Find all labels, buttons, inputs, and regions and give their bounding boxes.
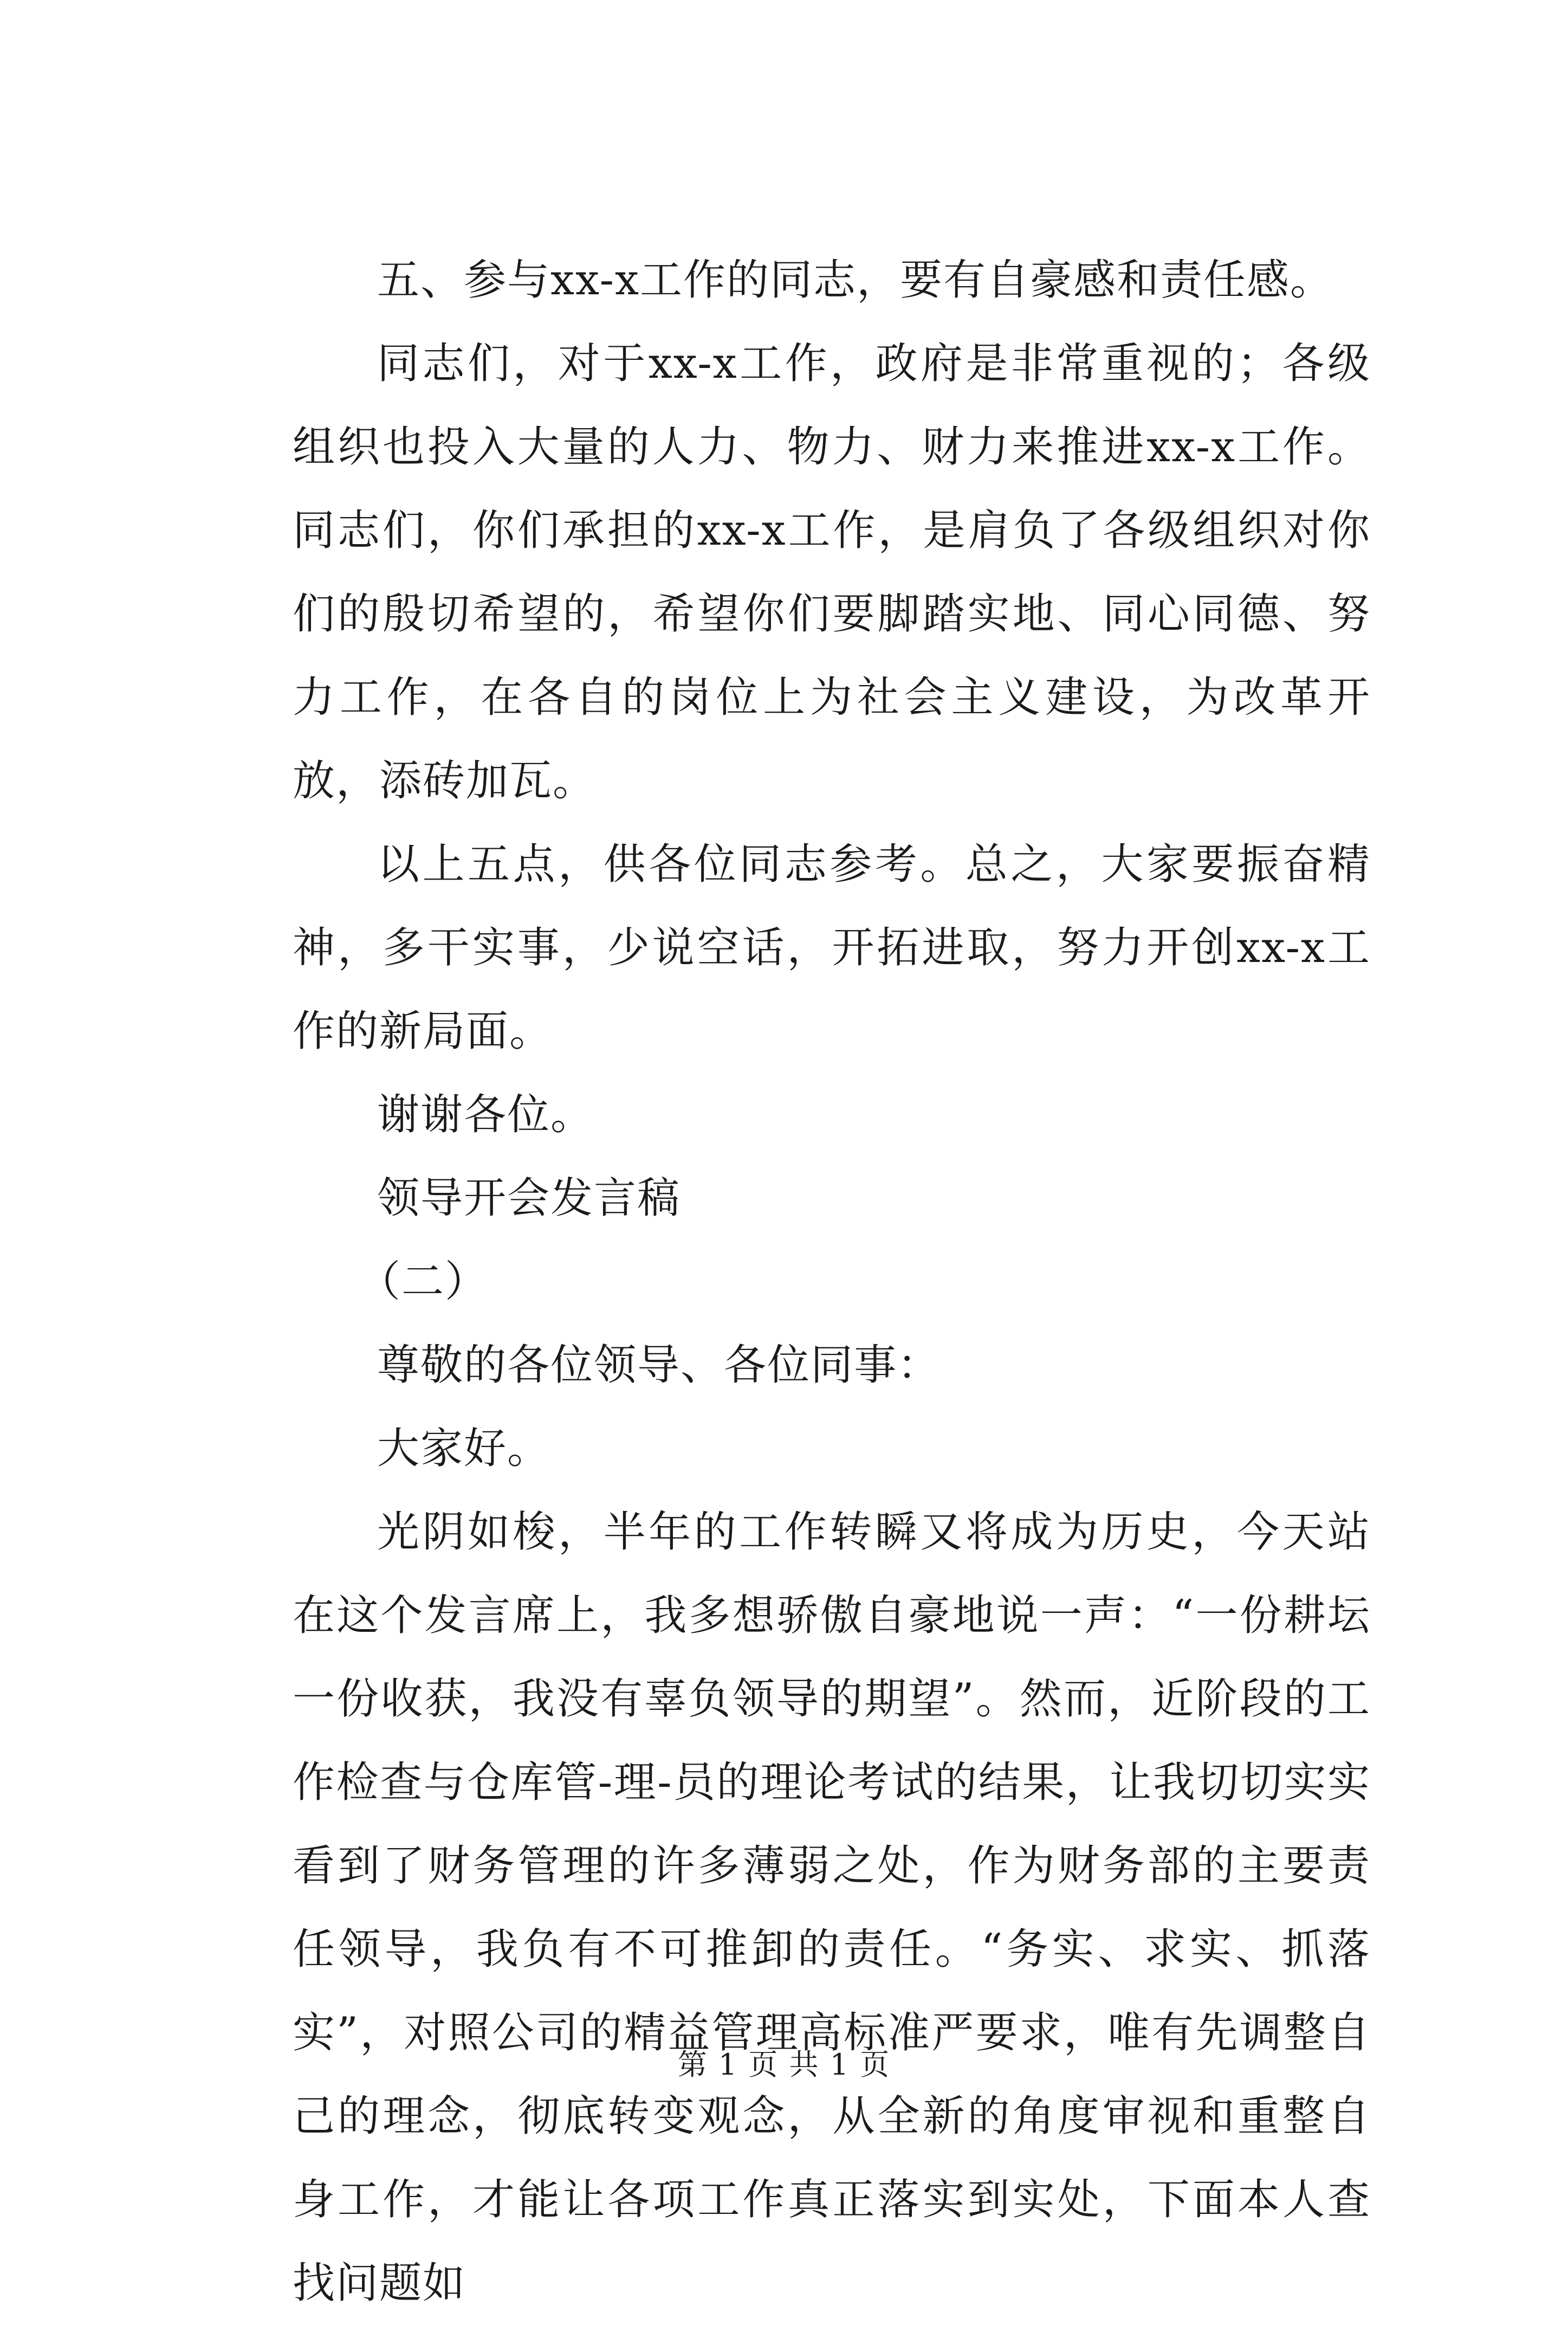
paragraph-salutation: 尊敬的各位领导、各位同事：: [377, 1341, 941, 1390]
paragraph-thanks: 谢谢各位。: [377, 1090, 594, 1139]
paragraph-government-attention: 同志们，对于xx-x工作，政府是非常重视的；各级组织也投入大量的人力、物力、财力来推进xx-x工作。同志们，你们承担的xx-x工作，是肩负了各级组织对你们的殷切希望的，希望你们要脚踏实地、同心同德、努力工作，在各自的岗位上为社会主义建设，为改革开放，添砖加瓦。: [293, 339, 1371, 805]
document-body: [293, 238, 1371, 2325]
page-footer: 第 1 页 共 1 页: [677, 2048, 891, 2082]
paragraph-main-body: 光阴如梭，半年的工作转瞬又将成为历史，今天站在这个发言席上，我多想骄傲自豪地说一声：“一份耕坛一份收获，我没有辜负领导的期望”。然而，近阶段的工作检查与仓库管-理-员的理论考试的结果，让我切切实实看到了财务管理的许多薄弱之处，作为财务部的主要责任领导，我负有不可推卸的责任。“务实、求实、抓落实”，对照公司的精益管理高标准严要求，唯有先调整自己的理念，彻底转变观念，从全新的角度审视和重整自身工作，才能让各项工作真正落实到实处，下面本人查找问题如: [293, 1508, 1371, 2308]
paragraph-speech-title: 领导开会发言稿: [377, 1174, 681, 1223]
paragraph-summary: 以上五点，供各位同志参考。总之，大家要振奋精神，多干实事，少说空话，开拓进取，努力开创xx-x工作的新局面。: [293, 840, 1371, 1056]
paragraph-greeting: 大家好。: [377, 1424, 551, 1473]
paragraph-section-five-heading: 五、参与xx-x工作的同志，要有自豪感和责任感。: [377, 256, 1333, 305]
paragraph-part-two: （二）: [358, 1257, 488, 1306]
